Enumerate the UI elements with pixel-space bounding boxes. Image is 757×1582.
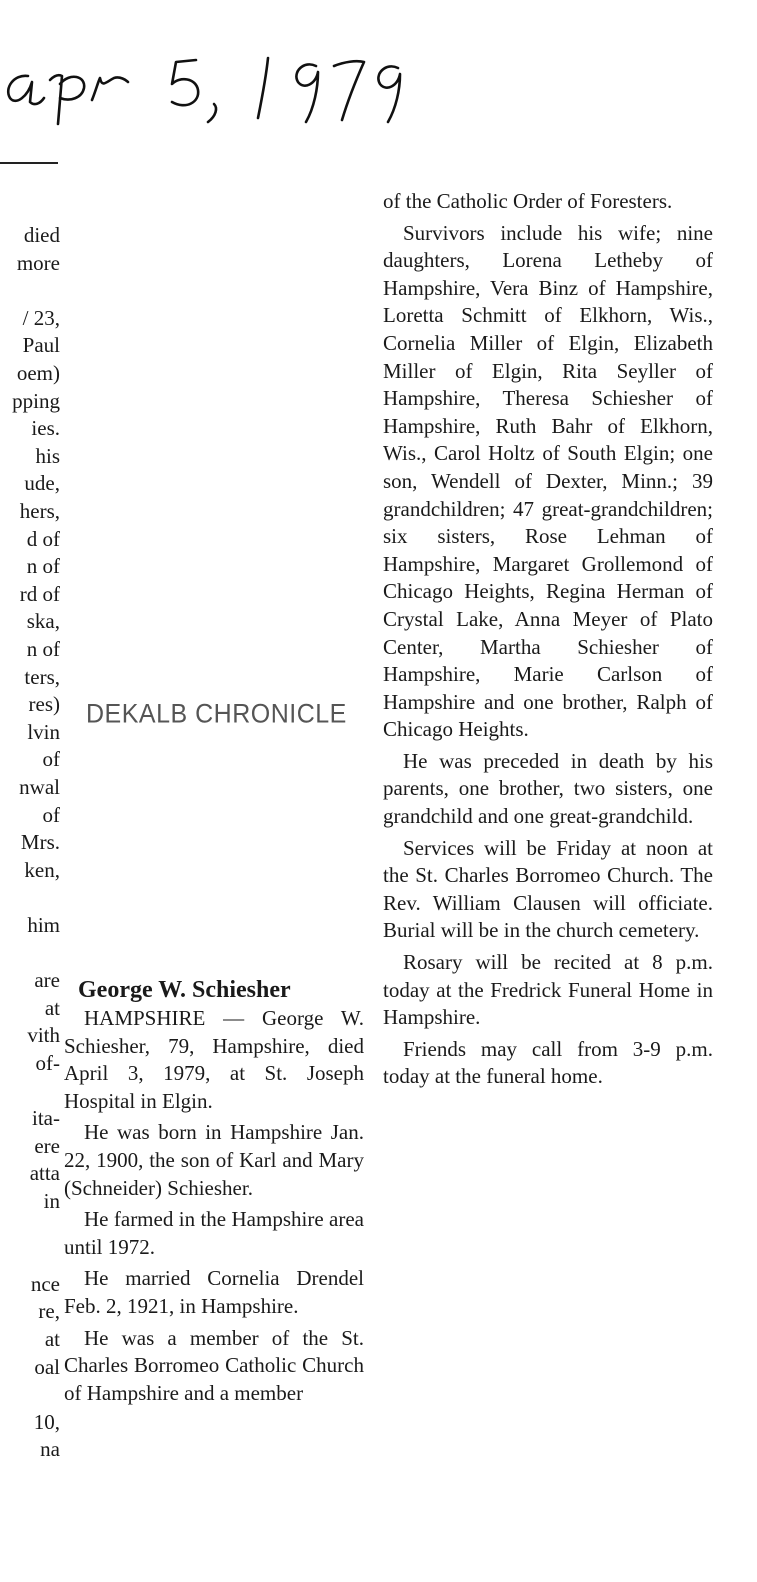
obituary-middle-column: [64, 975, 364, 1411]
left-column-fragment: ken,: [24, 857, 60, 882]
left-column-fragment: at: [44, 995, 60, 1020]
obituary-paragraph: He was a member of the St. Charles Borromeo Catholic Church of Hampshire and a member: [64, 1325, 364, 1405]
newspaper-stamp: DEKALB CHRONICLE: [86, 698, 347, 730]
obituary-paragraph: He was born in Hampshire Jan. 22, 1900, the son of Karl and Mary (Schneider) Schiesher.: [64, 1120, 364, 1200]
left-column-fragments: [0, 222, 60, 1552]
left-column-fragment: his: [35, 443, 60, 468]
left-column-fragment: n of: [26, 554, 60, 579]
left-column-fragment: died: [23, 223, 60, 247]
obituary-paragraph: of the Catholic Order of Foresters.: [383, 189, 673, 213]
left-column-fragment: rd of: [19, 581, 60, 606]
left-column-fragment: d of: [26, 526, 60, 551]
left-column-fragment: ies.: [31, 416, 60, 441]
left-column-fragment: na: [40, 1437, 60, 1462]
left-column-fragment: vith: [27, 1023, 60, 1048]
left-column-fragment: pping: [12, 388, 60, 413]
obituary-paragraph: HAMPSHIRE — George W. Schiesher, 79, Hampshire, died April 3, 1979, at St. Joseph Hospital in Elgin.: [64, 1006, 364, 1113]
left-column-fragment: oem): [16, 361, 60, 385]
left-column-fragment: re,: [38, 1299, 60, 1324]
left-column-fragment: ere: [34, 1133, 60, 1158]
left-column-fragment: are: [34, 968, 60, 993]
left-column-fragment: ita-: [32, 1106, 60, 1131]
left-column-fragment: n of: [26, 637, 60, 661]
obituary-paragraph: Rosary will be recited at 8 p.m. today at the Fredrick Funeral Home in Hampshire.: [383, 950, 713, 1030]
left-column-fragment: of: [42, 747, 60, 772]
left-column-fragment: of: [42, 802, 60, 827]
obituary-paragraph: He married Cornelia Drendel Feb. 2, 1921, in Hampshire.: [64, 1266, 364, 1318]
left-column-fragment: atta: [29, 1161, 60, 1186]
obituary-paragraph: Survivors include his wife; nine daughters, Lorena Letheby of Hampshire, Vera Binz of Hampshire, Loretta Schmitt of Elkhorn, Wis., Cornelia Miller of Elgin, Elizabeth Miller of Elgin, Rita Seyller of Hampshire, Theresa Schiesher of Hampshire, Ruth Bahr of Elkhorn, Wis., Carol Holtz of South Elgin; one son, Wendell of Dexter, Minn.; 39 grandchildren; 47 great-grandchildren; six sisters, Rose Lehman of Hampshire, Margaret Grollemond of Chicago Heights, Regina Herman of Crystal Lake, Anna Meyer of Plato Center, Martha Schiesher of Hampshire, Marie Carlson of Hampshire and one brother, Ralph of Chicago Heights.: [383, 220, 713, 742]
left-column-fragment: / 23,: [22, 305, 60, 330]
left-column-fragment: nwal: [19, 775, 60, 799]
obituary-paragraph: Services will be Friday at noon at the St. Charles Borromeo Church. The Rev. William Clausen will officiate. Burial will be in the church cemetery.: [383, 835, 713, 943]
left-column-fragment: lvin: [27, 719, 60, 744]
obituary-right-column: [383, 188, 713, 1095]
left-column-fragment: Mrs.: [20, 830, 60, 855]
left-column-fragment: ude,: [24, 471, 60, 496]
left-column-fragment: ters,: [24, 664, 60, 689]
left-column-fragment: him: [27, 913, 60, 937]
left-column-fragment: at: [44, 1327, 60, 1351]
left-column-fragment: oal: [34, 1354, 60, 1379]
obituary-paragraph: Friends may call from 3-9 p.m. today at the funeral home.: [383, 1036, 713, 1089]
left-column-fragment: of-: [35, 1051, 60, 1075]
left-column-fragment: nce: [30, 1271, 60, 1296]
left-column-fragment: in: [43, 1189, 60, 1213]
left-column-fragment: ska,: [26, 609, 60, 634]
left-column-fragment: hers,: [19, 499, 60, 523]
left-column-fragment: Paul: [22, 333, 60, 358]
column-rule: [0, 162, 58, 164]
handwritten-date: [0, 18, 420, 128]
left-column-fragment: more: [16, 250, 60, 275]
obituary-headline: George W. Schiesher: [78, 977, 291, 1003]
obituary-paragraph: He farmed in the Hampshire area until 1972.: [64, 1207, 364, 1259]
left-column-fragment: res): [28, 692, 60, 717]
left-column-fragment: 10,: [33, 1409, 60, 1434]
obituary-paragraph: He was preceded in death by his parents, one brother, two sisters, one grandchild and one great-grandchild.: [383, 748, 713, 829]
